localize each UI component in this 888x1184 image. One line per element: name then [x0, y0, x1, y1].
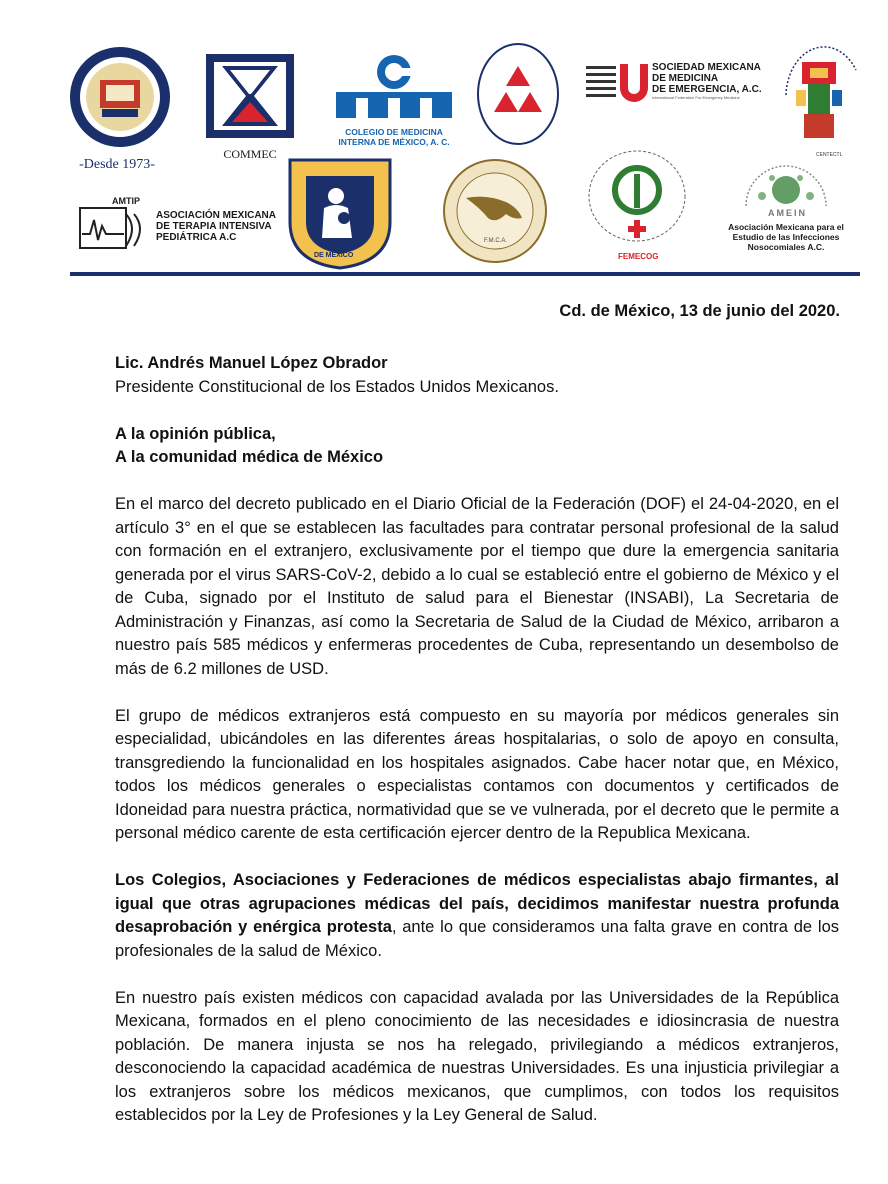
recipient-block: [115, 352, 839, 399]
paragraph-universities: En nuestro país existen médicos con capacidad avalada por las Universidades de la República Mexicana, formados en el pleno conocimiento de las necesidades e idiosincrasia de nuestra población. De manera injusta se nos ha relegado, privilegiando a médicos extranjeros, desconociendo la capacidad académica de nuestras Universidades. Es una injusticia privilegiar a los extranjeros sobre los médicos mexicanos, que cumplimos, con todos los requisitos establecidos por la Ley de Profesiones y la Ley General de Salud.: [115, 988, 839, 1124]
paragraph-protest-rest: , ante lo que consideramos una falta grave en contra de los profesionales de la salud de México.: [115, 918, 839, 960]
salutation-line-1: A la opinión pública,: [115, 424, 276, 443]
seal-logo-1973: [62, 45, 182, 175]
amtip-logo: [78, 196, 278, 252]
letter-body: [115, 352, 839, 1151]
smme-name-line1: SOCIEDAD MEXICANA: [652, 62, 761, 73]
centectl-logo: [776, 40, 866, 160]
letter-date: Cd. de México, 13 de junio del 2020.: [559, 302, 840, 320]
amein-name-line3: Nosocomiales A.C.: [747, 242, 825, 252]
cmim-emblem-icon: [332, 52, 456, 122]
salutation-block: [115, 423, 839, 470]
cmim-logo: [332, 52, 456, 152]
commec-logo: [204, 52, 296, 161]
header-divider: [70, 272, 860, 276]
femecog-logo: [582, 148, 692, 266]
fmca-logo: [436, 158, 554, 264]
salutation-line-2: A la comunidad médica de México: [115, 448, 384, 466]
smme-name-line3: DE EMERGENCIA, A.C.: [652, 84, 762, 95]
amein-name-line2: Estudio de las Infecciones: [732, 232, 840, 242]
amtip-abbr: AMTIP: [112, 196, 140, 206]
amein-name-line1: Asociación Mexicana para el: [728, 222, 844, 232]
recipient-title: Presidente Constitucional de los Estados Unidos Mexicanos.: [115, 377, 559, 396]
amein-abbr: AMEIN: [768, 208, 807, 218]
centectl-text: CENTECTL: [816, 152, 843, 158]
smme-emblem-icon: [586, 62, 648, 106]
heartbeat-monitor-icon: [78, 206, 150, 252]
commec-text: COMMEC: [223, 147, 277, 161]
amtip-name-line1: ASOCIACIÓN MEXICANA: [156, 210, 277, 221]
urgencias-logo: [476, 42, 560, 146]
smme-name-line2: DE MEDICINA: [652, 73, 719, 84]
paragraph-decree: En el marco del decreto publicado en el Diario Oficial de la Federación (DOF) el 24-04-2020, en el artículo 3° en el que se establecen las facultades para contratar personal profesional de la salud con formación en el extranjero, exclusivamente por el tiempo que dure la emergencia sanitaria generada por el virus SARS-CoV-2, debido a lo cual se estableció entre el gobierno de México y el de Cuba, signado por el Instituto de salud para el Bienestar (INSABI), La Secretaria de Administración y Finanzas, así como la Secretaria de Salud de la Ciudad de México, arribaron a nuestro país 585 médicos y enfermeras procedentes de Cuba, representando un desembolso de más de 6.2 millones de USD.: [115, 495, 839, 678]
cmim-name-line2: INTERNA DE MÉXICO, A. C.: [338, 137, 450, 147]
smme-subtitle: International Federation For Emergency Medicine: [652, 95, 740, 100]
mexico-map-seal-icon: [436, 158, 554, 264]
seal-emblem-icon: [62, 45, 182, 150]
femecog-text: FEMECOG: [618, 252, 659, 261]
amtip-name-line3: PEDIÁTRICA A.C: [156, 232, 237, 243]
paragraph-protest-bold: Los Colegios, Asociaciones y Federaciones de médicos especialistas abajo firmantes, al igual que otras agrupaciones médicas del país, decidimos manifestar nuestra profunda desaprobación y enérgica protesta: [115, 871, 839, 936]
pediatria-logo: [282, 152, 398, 270]
recipient-name: Lic. Andrés Manuel López Obrador: [115, 354, 388, 372]
femecog-emblem-icon: [582, 148, 692, 254]
amtip-name-line2: DE TERAPIA INTENSIVA: [156, 221, 272, 232]
paragraph-protest: [115, 869, 839, 963]
aztec-figure-icon: [776, 40, 866, 150]
fmca-text: F.M.C.A.: [484, 238, 508, 244]
hourglass-icon: [204, 52, 296, 140]
amein-logo: [716, 156, 856, 260]
desde-1973-text: -Desde 1973-: [79, 157, 155, 172]
smme-logo: [586, 58, 762, 128]
cmim-name-line1: COLEGIO DE MEDICINA: [345, 127, 443, 137]
pediatria-bottom-text: DE MEXICO: [314, 252, 354, 259]
triangles-emblem-icon: [476, 42, 560, 146]
paragraph-foreign-doctors: El grupo de médicos extranjeros está compuesto en su mayoría por médicos generales sin especialidad, ubicándoles en las diferentes áreas hospitalarias, o solo de apoyo en consulta, transgrediendo la funcionalidad en los hospitales asignados. Cabe hacer notar que, en México, todos los médicos generales o especialistas contamos con documentos y certificados de Idoneidad para nuestra práctica, normatividad que se ve vulnerada, por el decreto que le permite a personal médico carente de esta certificación ejercer dentro de la Republica Mexicana.: [115, 706, 839, 842]
